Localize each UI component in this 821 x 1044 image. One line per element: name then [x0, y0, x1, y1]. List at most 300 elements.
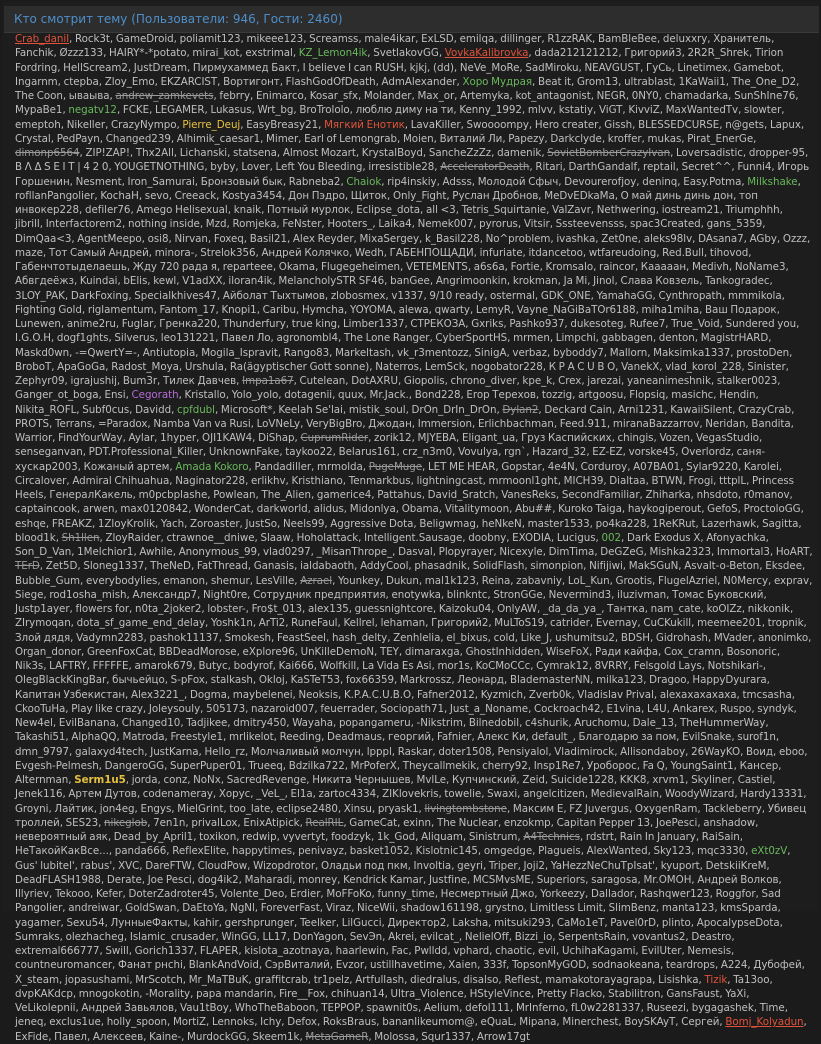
user-link[interactable]: Mzd — [205, 218, 227, 231]
user-link[interactable]: HoART — [775, 546, 810, 558]
user-link[interactable]: VETEMENTS — [405, 261, 468, 273]
user-link[interactable]: mrmen — [513, 332, 550, 345]
user-link[interactable]: senseganvan — [15, 446, 83, 459]
user-link[interactable]: Айболат Тыхтымов — [222, 289, 325, 302]
user-link[interactable]: Zloy_Emo — [104, 75, 155, 88]
user-link[interactable]: SovietBomberCrazyIvan — [547, 147, 671, 159]
user-link[interactable]: Arrow17gt — [476, 1030, 530, 1043]
user-link[interactable]: xrvm1 — [652, 774, 686, 786]
user-link[interactable]: Limpchi — [555, 332, 596, 345]
user-link[interactable]: Anonymous_99 — [178, 546, 258, 558]
user-link[interactable]: Pirat_EnerGe — [687, 132, 754, 145]
user-link[interactable]: New4el — [15, 717, 53, 729]
user-link[interactable]: rabus' — [80, 859, 113, 872]
user-link[interactable]: Aylar — [128, 432, 155, 444]
user-link[interactable]: plinto — [661, 916, 691, 929]
user-link[interactable]: maze — [15, 246, 43, 259]
user-link[interactable]: nothing inside — [127, 218, 200, 231]
user-link[interactable]: НеТакойКакВсе... — [15, 845, 109, 858]
user-link[interactable]: mitsuki293 — [494, 916, 551, 929]
user-link[interactable]: chaotic — [495, 945, 533, 957]
user-link[interactable]: Слава Ковзель — [620, 275, 700, 288]
user-link[interactable]: chihuan14 — [330, 987, 385, 1000]
user-link[interactable]: PROTS — [15, 417, 50, 430]
user-link[interactable]: EZ-EZ — [592, 446, 623, 459]
user-link[interactable]: r0manov — [743, 489, 790, 501]
user-link[interactable]: Engys — [140, 802, 172, 815]
user-link[interactable]: ГенералКакель — [49, 489, 133, 501]
user-link[interactable]: Ruspo — [720, 702, 752, 715]
user-link[interactable]: emanon — [163, 574, 206, 587]
user-link[interactable]: YaXi — [725, 987, 747, 1000]
user-link[interactable]: vlad0297 — [263, 546, 311, 558]
user-link[interactable]: raincor — [599, 261, 635, 273]
user-link[interactable]: Lover — [241, 161, 270, 174]
user-link[interactable]: eXt0zV — [751, 845, 788, 858]
user-link[interactable]: nogobator228 — [470, 360, 543, 373]
user-link[interactable]: eQuaL — [480, 1016, 514, 1029]
user-link[interactable]: Bond228 — [414, 389, 461, 402]
user-link[interactable]: GameCat — [349, 816, 398, 829]
user-link[interactable]: Yolo_yolo — [231, 389, 279, 402]
user-link[interactable]: LoVNeLy — [256, 417, 301, 430]
user-link[interactable]: Evzor — [335, 959, 365, 972]
user-link[interactable]: Бронзовый бык — [200, 175, 283, 188]
user-link[interactable]: XVC — [118, 859, 140, 872]
user-link[interactable]: n@gets — [725, 118, 764, 131]
user-link[interactable]: deluxxry — [662, 33, 708, 45]
user-link[interactable]: kot_antagonist — [515, 90, 591, 102]
user-link[interactable]: MakSGuN — [628, 560, 679, 573]
user-link[interactable]: jarezai — [587, 375, 622, 387]
user-link[interactable]: max0120842 — [120, 503, 189, 516]
user-link[interactable]: Sylar9220 — [686, 460, 738, 473]
user-link[interactable]: Zhiharka — [645, 489, 691, 501]
user-link[interactable]: andreiwar — [68, 902, 120, 915]
user-link[interactable]: Alex3221_ — [130, 688, 185, 701]
user-link[interactable]: Артем Дутов — [68, 788, 137, 801]
user-link[interactable]: Убивец троллей — [15, 802, 807, 829]
user-link[interactable]: GDK_ONE — [540, 289, 591, 302]
user-link[interactable]: Злой дядя — [15, 631, 71, 644]
user-link[interactable]: 26WayKO — [691, 745, 741, 758]
user-link[interactable]: nazaroid007 — [251, 702, 315, 715]
user-link[interactable]: Lisishka — [658, 973, 699, 986]
user-link[interactable]: OJI1KAW4 — [202, 432, 253, 444]
user-link[interactable]: Enimarco — [255, 90, 304, 102]
user-link[interactable]: TopsonMyGOD — [512, 959, 587, 972]
user-link[interactable]: 7en1n — [153, 816, 186, 829]
user-link[interactable]: disalso — [463, 973, 499, 986]
user-link[interactable]: nikeglob — [104, 816, 148, 829]
user-link[interactable]: extremal666777 — [15, 945, 100, 957]
user-link[interactable]: Secret^^ — [681, 161, 732, 174]
user-link[interactable]: KivviZ — [628, 104, 660, 117]
user-link[interactable]: Tetris_Squirtanie — [461, 204, 547, 216]
user-link[interactable]: Radost_Moya — [111, 360, 179, 373]
user-link[interactable]: pyrorus — [479, 218, 518, 231]
user-link[interactable]: happytimes — [231, 845, 293, 858]
user-link[interactable]: eclipse2480 — [276, 802, 338, 815]
user-link[interactable]: KaSTeT53 — [290, 674, 340, 687]
user-link[interactable]: febrry — [219, 90, 250, 102]
user-link[interactable]: mikeee123 — [246, 33, 304, 45]
user-link[interactable]: GhostInhidden — [465, 645, 541, 658]
user-link[interactable]: default_ — [531, 731, 573, 744]
user-link[interactable]: Тот Самый Андрей — [48, 246, 149, 259]
user-link[interactable]: chingis — [617, 432, 654, 444]
user-link[interactable]: LEGAMER — [155, 104, 205, 117]
user-link[interactable]: BroTrololo — [299, 104, 350, 117]
user-link[interactable]: Rock3t — [74, 33, 110, 45]
user-link[interactable]: PugeMuge — [368, 460, 423, 473]
user-link[interactable]: Erlichbachman — [477, 417, 554, 430]
user-link[interactable]: Artemyka — [460, 90, 510, 102]
user-link[interactable]: Intelligent.Sausage — [364, 531, 463, 544]
user-link[interactable]: gamerice4 — [316, 489, 372, 501]
user-link[interactable]: Bosonoric — [726, 645, 777, 658]
user-link[interactable]: 3LOY_PAK — [15, 289, 65, 302]
user-link[interactable]: Gorich1337 — [134, 945, 194, 957]
user-link[interactable]: NelielOff — [464, 930, 509, 943]
user-link[interactable]: ГАБЕНПОЩАДИ — [389, 246, 474, 259]
user-link[interactable]: Eligant_ua — [462, 432, 516, 444]
user-link[interactable]: fox66359 — [345, 674, 394, 687]
user-link[interactable]: DangeroGG — [104, 759, 165, 772]
user-link[interactable]: flowers for — [75, 603, 130, 615]
user-link[interactable]: cold — [493, 631, 515, 644]
user-link[interactable]: ZloyRaider — [105, 531, 161, 544]
user-link[interactable]: Papezy — [508, 132, 545, 145]
user-link[interactable]: papa mandarin — [196, 987, 274, 1000]
user-link[interactable]: NEAVGUST — [584, 61, 641, 74]
user-link[interactable]: Raskar — [397, 745, 433, 758]
user-link[interactable]: kewl — [153, 275, 177, 288]
user-link[interactable]: Габенчтотыделаешь — [15, 261, 127, 273]
user-link[interactable]: Gxriks — [471, 318, 504, 330]
user-link[interactable]: mnogokotin — [78, 987, 140, 1000]
user-link[interactable]: SecondFamiliar — [561, 489, 640, 501]
user-link[interactable]: erlikhv — [251, 474, 286, 487]
user-link[interactable]: A07BA01 — [633, 460, 681, 473]
user-link[interactable]: Жду 720 рада я — [132, 261, 217, 273]
user-link[interactable]: AddyCool — [360, 560, 409, 573]
user-link[interactable]: Joleysouly — [148, 702, 201, 715]
user-link[interactable]: toxikon — [199, 831, 237, 843]
user-link[interactable]: Crystal — [15, 132, 51, 145]
user-link[interactable]: defiler76 — [85, 204, 131, 216]
user-link[interactable]: 1k_God — [376, 831, 416, 843]
user-link[interactable]: rdstrt — [585, 831, 614, 843]
user-link[interactable]: Tenmarkbus — [348, 474, 411, 487]
user-link[interactable]: Beat it — [537, 75, 572, 88]
user-link[interactable]: dimaraxga — [404, 645, 460, 658]
user-link[interactable]: СэрВиталий — [264, 959, 330, 972]
user-link[interactable]: mor1s — [437, 660, 470, 672]
user-link[interactable]: PedPayn — [56, 132, 100, 145]
user-link[interactable]: Александр7 — [132, 588, 198, 601]
user-link[interactable]: Strelok356 — [200, 246, 256, 259]
user-link[interactable]: agronombl4 — [276, 332, 338, 345]
user-link[interactable]: eboo — [778, 745, 805, 758]
user-link[interactable]: Mipana — [519, 1016, 557, 1029]
user-link[interactable]: MCSMvsME — [472, 873, 531, 886]
user-link[interactable]: Antiutopia — [142, 346, 196, 359]
user-link[interactable]: krokman — [512, 275, 558, 288]
user-link[interactable]: slowter — [744, 104, 782, 117]
user-link[interactable]: Theycallmekik — [402, 759, 477, 772]
user-link[interactable]: lehaman — [380, 617, 426, 630]
user-link[interactable]: Lukasus — [210, 104, 252, 117]
user-link[interactable]: Xaien — [448, 959, 478, 972]
user-link[interactable]: Plagueis — [538, 845, 581, 858]
user-link[interactable]: Siege — [15, 588, 44, 601]
user-link[interactable]: Hooters_ — [327, 218, 373, 231]
user-link[interactable]: ProctoloGG — [743, 503, 801, 516]
user-link[interactable]: dropper-95 — [748, 147, 806, 159]
user-link[interactable]: Молодой Сфыч — [477, 175, 559, 188]
user-link[interactable]: Bdzilka722 — [288, 759, 345, 772]
user-link[interactable]: KZ_Lemon4ik — [298, 47, 368, 60]
user-link[interactable]: stalkash — [210, 674, 253, 687]
user-link[interactable]: emilqa — [459, 33, 495, 45]
user-link[interactable]: ГуСь — [646, 61, 672, 74]
user-link[interactable]: BlademasterNN — [509, 674, 591, 687]
user-link[interactable]: Alex Reyder — [292, 232, 354, 245]
user-link[interactable]: Vau1tBoy — [180, 1002, 229, 1014]
user-link[interactable]: CrazyNympo — [111, 118, 177, 131]
user-link[interactable]: n0ta_2joker2 — [134, 603, 202, 615]
user-link[interactable]: Maskd0wn — [15, 346, 70, 359]
user-link[interactable]: Cymrak12 — [536, 660, 589, 672]
user-link[interactable]: Fro$t_013 — [251, 603, 303, 615]
user-link[interactable]: ReflexElite — [172, 845, 227, 858]
user-link[interactable]: SvetlakovGG — [373, 47, 439, 60]
user-link[interactable]: Knopi1 — [221, 303, 257, 316]
user-link[interactable]: Cox_cramn — [663, 645, 721, 658]
user-link[interactable]: Son_D_Van — [15, 546, 72, 558]
user-link[interactable]: exstrimal — [245, 47, 293, 60]
user-link[interactable]: The Coon — [15, 90, 63, 102]
user-link[interactable]: Щиток — [350, 189, 388, 202]
user-link[interactable]: Zet0ne — [601, 232, 638, 245]
user-link[interactable]: Pashko937 — [509, 318, 565, 330]
user-link[interactable]: Ваш Подарок — [705, 303, 777, 316]
user-link[interactable]: Ra(ägyptischer Gott sonne) — [229, 360, 370, 373]
user-link[interactable]: ываыва — [68, 90, 110, 102]
user-link[interactable]: blood1k — [15, 531, 56, 544]
user-link[interactable]: Squr1337 — [421, 1030, 471, 1043]
user-link[interactable]: Dylan2 — [502, 403, 539, 416]
user-link[interactable]: stalker0023 — [716, 375, 778, 387]
user-link[interactable]: MVader — [713, 631, 753, 644]
user-link[interactable]: Fighting Gold — [15, 303, 82, 316]
user-link[interactable]: Lichanski — [179, 147, 228, 159]
user-link[interactable]: all <3 — [426, 204, 456, 216]
user-link[interactable]: miranaBazzarrov — [612, 417, 700, 430]
user-link[interactable]: Reina — [481, 574, 511, 587]
user-link[interactable]: ViGT — [598, 104, 623, 117]
user-link[interactable]: Skyliner — [691, 774, 732, 786]
user-link[interactable]: Molossa — [374, 1030, 416, 1043]
user-link[interactable]: Interfactorem2 — [45, 218, 123, 231]
user-link[interactable]: diedralus — [410, 973, 458, 986]
user-link[interactable]: Caribu — [262, 303, 296, 316]
user-link[interactable]: Ganasis — [253, 560, 295, 573]
user-link[interactable]: Milkshake — [747, 175, 798, 188]
user-link[interactable]: doter1508 — [438, 745, 492, 758]
user-link[interactable]: infuriate — [479, 246, 523, 259]
user-link[interactable]: UnKilleDemoN — [300, 645, 375, 658]
user-link[interactable]: Screamss — [309, 33, 359, 45]
user-link[interactable]: Kristhiano — [291, 474, 343, 487]
user-link[interactable]: panda666 — [114, 845, 167, 858]
user-link[interactable]: AGby — [749, 232, 777, 245]
user-link[interactable]: Aruchomu — [574, 717, 627, 729]
user-link[interactable]: basket1052 — [349, 845, 410, 858]
user-link[interactable]: Urshula — [184, 360, 224, 373]
user-link[interactable]: Каааaан — [640, 261, 687, 273]
user-link[interactable]: bananlikeumom@ — [382, 1016, 475, 1029]
user-link[interactable]: Ritari — [535, 161, 563, 174]
user-link[interactable]: Sociopath71 — [380, 702, 444, 715]
user-link[interactable]: FLAPER — [199, 945, 239, 957]
user-link[interactable]: vphard — [453, 945, 490, 957]
user-link[interactable]: Cynthropath — [658, 289, 723, 302]
user-link[interactable]: DetskiiKreM — [705, 859, 767, 872]
user-link[interactable]: Alternman — [15, 774, 69, 786]
user-link[interactable]: Ichy — [260, 1016, 282, 1029]
user-link[interactable]: Sinister — [747, 360, 786, 373]
user-link[interactable]: mirai_kot — [192, 47, 240, 60]
user-link[interactable]: AgentMeepo — [77, 232, 142, 245]
user-link[interactable]: LET ME HEAR — [428, 460, 496, 473]
user-link[interactable]: Neels99 — [282, 517, 325, 530]
user-link[interactable]: SunShIne76 — [734, 90, 796, 102]
user-link[interactable]: sodnaokeana — [592, 959, 660, 972]
user-link[interactable]: NiceWii — [357, 902, 395, 915]
user-link[interactable]: spawnit0s — [366, 1002, 418, 1014]
user-link[interactable]: FFFFFE — [92, 660, 129, 672]
user-link[interactable]: Castiel — [737, 774, 773, 786]
user-link[interactable]: Bomj_Kolyadun — [725, 1016, 804, 1029]
user-link[interactable]: RuneFaul — [291, 617, 338, 630]
user-link[interactable]: Kendrick Kamar — [343, 873, 423, 886]
user-link[interactable]: Smokesh — [224, 631, 271, 644]
user-link[interactable]: СТРЕКОЗА — [410, 318, 466, 330]
user-link[interactable]: Basil21 — [249, 232, 287, 245]
user-link[interactable]: NoName3 — [734, 261, 786, 273]
user-link[interactable]: Nesment — [75, 175, 122, 188]
user-link[interactable]: Involtia — [413, 859, 452, 872]
user-link[interactable]: bygagashek — [691, 1002, 754, 1014]
user-link[interactable]: Aliquam — [421, 831, 463, 843]
user-link[interactable]: Kuroko Taiga — [558, 503, 622, 516]
user-link[interactable]: Bizzi_io — [514, 930, 553, 943]
user-link[interactable]: alidus — [313, 503, 344, 516]
user-link[interactable]: dukesoteg — [570, 318, 624, 330]
user-link[interactable]: reptail — [643, 161, 676, 174]
user-link[interactable]: Hero creater — [534, 118, 599, 131]
user-link[interactable]: Dialtaa — [609, 474, 646, 487]
user-link[interactable]: Фанат рнсhi — [118, 959, 183, 972]
user-link[interactable]: Creeack — [174, 189, 217, 202]
user-link[interactable]: jibrill — [15, 218, 40, 231]
user-link[interactable]: rofllanPangolier — [15, 189, 95, 202]
user-link[interactable]: MoFFoKo — [326, 888, 372, 900]
user-link[interactable]: Arni1231 — [617, 403, 665, 416]
user-link[interactable]: Stabilitron — [608, 987, 661, 1000]
user-link[interactable]: el_bixus — [446, 631, 488, 644]
user-link[interactable]: SlimBenz — [608, 902, 656, 915]
user-link[interactable]: rip4inskiy — [387, 175, 437, 188]
user-link[interactable]: Мягкий Енотик — [324, 118, 405, 131]
user-link[interactable]: gershprunger — [224, 916, 294, 929]
user-link[interactable]: Sagitta — [762, 517, 799, 530]
user-link[interactable]: OxygenRam — [634, 802, 698, 815]
user-link[interactable]: Limitless Limit — [529, 902, 603, 915]
user-link[interactable]: Zeid — [522, 774, 545, 786]
user-link[interactable]: damenik — [497, 147, 542, 159]
user-link[interactable]: Fa Q — [642, 759, 665, 772]
user-link[interactable]: Markrossz — [399, 674, 452, 687]
user-link[interactable]: 0NY0 — [631, 90, 659, 102]
user-link[interactable]: Limber1337 — [343, 318, 405, 330]
user-link[interactable]: Ganger_ot_boga — [15, 389, 99, 402]
user-link[interactable]: _da_da_ya_ — [542, 603, 602, 615]
user-link[interactable]: nam_cate — [650, 603, 701, 615]
user-link[interactable]: nikkonik — [747, 603, 790, 615]
user-link[interactable]: Felsgold Lays — [633, 660, 702, 672]
user-link[interactable]: EvilUter — [641, 945, 682, 957]
user-link[interactable]: zorik12 — [374, 432, 412, 444]
user-link[interactable]: Ja Mi — [563, 275, 588, 288]
user-link[interactable]: Vitsir — [523, 218, 550, 231]
user-link[interactable]: funny_time — [377, 888, 435, 900]
user-link[interactable]: Dale_13 — [632, 717, 675, 729]
user-link[interactable]: BLESSEDCURSE — [638, 118, 720, 131]
user-link[interactable]: Pattahus — [377, 489, 422, 501]
user-link[interactable]: Vladimirock — [554, 745, 615, 758]
user-link[interactable]: codenameray — [142, 788, 213, 801]
user-link[interactable]: Rango83 — [283, 346, 330, 359]
user-link[interactable]: AcceleratorDeath — [440, 161, 530, 174]
user-link[interactable]: KoCMoCCc — [475, 660, 531, 672]
user-link[interactable]: Tirion Fordring — [15, 47, 784, 74]
user-link[interactable]: Only_Fight — [392, 189, 447, 202]
user-link[interactable]: RealRIL — [305, 816, 344, 829]
user-link[interactable]: топ инвокер228 — [15, 189, 758, 216]
user-link[interactable]: Reeding — [279, 731, 322, 744]
user-link[interactable]: SevЭn — [349, 930, 383, 943]
user-link[interactable]: Triumphhh — [725, 204, 780, 216]
user-link[interactable]: bodyrof — [233, 660, 273, 672]
user-link[interactable]: vlad_korol_228 — [665, 360, 742, 373]
user-link[interactable]: cherry92 — [482, 759, 528, 772]
user-link[interactable]: CloudPow — [197, 859, 248, 872]
user-link[interactable]: OlegBlackKingBar — [15, 674, 107, 687]
user-link[interactable]: Дон Пэдро — [288, 189, 345, 202]
user-link[interactable]: Flopsiq — [629, 389, 666, 402]
user-link[interactable]: Sumraks — [15, 930, 60, 943]
user-link[interactable]: K.P.A.C.U.B.O — [343, 688, 412, 701]
user-link[interactable]: mlvv — [527, 104, 553, 117]
user-link[interactable]: chrono_diver — [450, 375, 517, 387]
user-link[interactable]: prostoDen — [736, 346, 790, 359]
user-link[interactable]: MrPoferX — [350, 759, 397, 772]
user-link[interactable]: Deadmaus — [327, 731, 382, 744]
user-link[interactable]: iloran4ik — [228, 275, 273, 288]
